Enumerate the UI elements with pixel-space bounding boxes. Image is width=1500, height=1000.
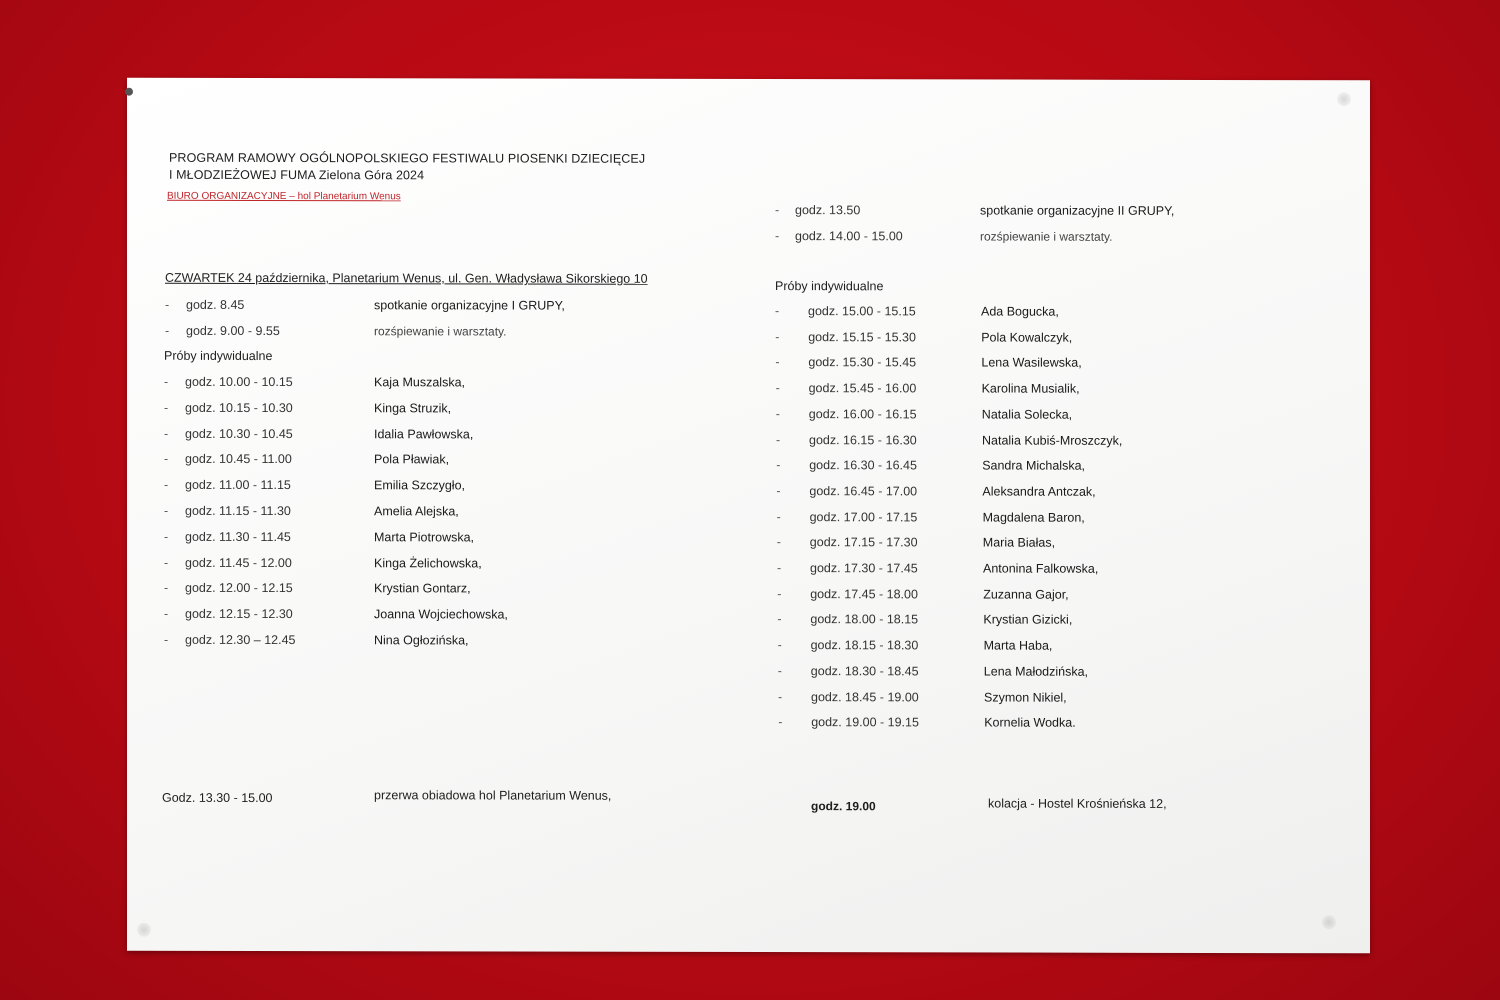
row-dash: - [165, 297, 170, 312]
performer-name: Lena Wasilewska, [981, 355, 1082, 371]
row-time: godz. 16.00 - 16.15 [808, 406, 917, 422]
row-time: godz. 14.00 - 15.00 [795, 228, 903, 243]
row-time: godz. 12.00 - 12.15 [185, 581, 293, 596]
row-dash: - [775, 355, 780, 370]
row-time: godz. 18.30 - 18.45 [810, 663, 919, 679]
row-time: godz. 17.15 - 17.30 [809, 535, 918, 550]
row-dash: - [775, 228, 780, 243]
performer-name: Ada Bogucka, [981, 304, 1059, 319]
row-dash: - [164, 452, 169, 467]
row-time: godz. 15.15 - 15.30 [808, 329, 916, 345]
performer-name: Emilia Szczygło, [374, 478, 465, 493]
row-dash: - [777, 586, 782, 601]
performer-name: Maria Białas, [982, 535, 1056, 550]
activity-text: rozśpiewanie i warsztaty. [374, 323, 507, 338]
performer-name: Aleksandra Antczak, [982, 484, 1096, 499]
row-dash: - [164, 632, 169, 647]
lunch-text: przerwa obiadowa hol Planetarium Wenus, [374, 788, 612, 803]
row-time: godz. 13.50 [795, 203, 861, 218]
activity-text: spotkanie organizacyjne I GRUPY, [374, 298, 565, 313]
performer-name: Lena Małodzińska, [983, 664, 1089, 679]
dinner-time: godz. 19.00 [811, 799, 876, 814]
performer-name: Antonina Falkowska, [983, 561, 1099, 576]
row-dash: - [775, 406, 780, 421]
performer-name: Zuzanna Gajor, [983, 587, 1069, 602]
row-time: godz. 10.30 - 10.45 [185, 426, 293, 441]
title-line-2: I MŁODZIEŻOWEJ FUMA Zielona Góra 2024 [169, 167, 425, 183]
activity-text: spotkanie organizacyjne II GRUPY, [980, 203, 1175, 218]
performer-name: Kaja Muszalska, [374, 375, 466, 390]
office-location: BIURO ORGANIZACYJNE – hol Planetarium Wenus [167, 190, 401, 203]
row-dash: - [777, 638, 782, 653]
row-time: godz. 19.00 - 19.15 [811, 715, 919, 730]
performer-name: Krystian Gizicki, [983, 612, 1073, 628]
performer-name: Kornelia Wodka. [984, 715, 1076, 730]
row-dash: - [164, 606, 169, 621]
row-time: godz. 11.30 - 11.45 [185, 529, 291, 544]
row-time: godz. 12.30 – 12.45 [185, 632, 296, 648]
performer-name: Natalia Solecka, [981, 407, 1073, 422]
row-time: godz. 16.30 - 16.45 [809, 458, 917, 473]
pin-hole [125, 88, 133, 96]
row-time: godz. 11.15 - 11.30 [185, 503, 291, 519]
pin-mark [1322, 915, 1336, 929]
row-time: godz. 8.45 [186, 297, 245, 312]
row-time: godz. 10.00 - 10.15 [185, 374, 293, 390]
row-dash: - [776, 535, 781, 550]
row-dash: - [164, 426, 169, 441]
row-time: godz. 12.15 - 12.30 [185, 607, 293, 622]
row-time: godz. 18.15 - 18.30 [810, 638, 919, 653]
performer-name: Karolina Musialik, [981, 381, 1080, 396]
row-dash: - [164, 477, 169, 492]
activity-text: rozśpiewanie i warsztaty. [980, 228, 1113, 244]
row-time: godz. 15.30 - 15.45 [808, 355, 917, 370]
row-time: godz. 18.45 - 19.00 [811, 689, 919, 704]
row-dash: - [776, 483, 781, 498]
performer-name: Sandra Michalska, [982, 458, 1086, 473]
performer-name: Krystian Gontarz, [374, 581, 471, 596]
row-time: godz. 16.15 - 16.30 [809, 432, 917, 447]
section-label: Próby indywidualne [775, 279, 884, 294]
performer-name: Marta Piotrowska, [374, 530, 475, 545]
row-dash: - [775, 203, 780, 218]
row-dash: - [775, 304, 780, 319]
performer-name: Marta Haba, [983, 638, 1053, 653]
performer-name: Kinga Żelichowska, [374, 555, 482, 571]
performer-name: Idalia Pawłowska, [374, 426, 474, 442]
document-title [169, 150, 645, 185]
lunch-time: Godz. 13.30 - 15.00 [162, 790, 273, 806]
row-time: godz. 17.30 - 17.45 [810, 561, 918, 576]
dinner-text: kolacja - Hostel Krośnieńska 12, [988, 796, 1167, 811]
row-dash: - [164, 555, 169, 570]
row-dash: - [165, 323, 170, 338]
performer-name: Natalia Kubiś-Mroszczyk, [982, 432, 1123, 448]
row-dash: - [776, 432, 781, 447]
performer-name: Nina Ogłozińska, [374, 633, 469, 648]
row-time: godz. 15.00 - 15.15 [808, 304, 916, 319]
row-dash: - [164, 400, 169, 415]
row-time: godz. 10.45 - 11.00 [185, 452, 292, 467]
row-time: godz. 17.00 - 17.15 [809, 509, 918, 524]
row-time: godz. 16.45 - 17.00 [809, 484, 918, 499]
performer-name: Kinga Struzik, [374, 401, 452, 416]
row-dash: - [164, 581, 169, 596]
row-time: godz. 11.45 - 12.00 [185, 555, 292, 570]
row-dash: - [777, 612, 782, 627]
row-time: godz. 11.00 - 11.15 [185, 478, 291, 493]
row-dash: - [777, 561, 782, 576]
section-label: Próby indywidualne [164, 348, 273, 364]
row-dash: - [777, 663, 782, 678]
performer-name: Magdalena Baron, [982, 510, 1085, 525]
row-dash: - [164, 529, 169, 544]
row-dash: - [164, 374, 169, 389]
row-time: godz. 17.45 - 18.00 [810, 586, 918, 602]
performer-name: Joanna Wojciechowska, [374, 607, 508, 622]
row-dash: - [775, 381, 780, 396]
row-dash: - [776, 509, 781, 524]
performer-name: Pola Pławiak, [374, 452, 450, 467]
row-time: godz. 15.45 - 16.00 [808, 381, 917, 396]
performer-name: Pola Kowalczyk, [981, 330, 1073, 345]
row-time: godz. 10.15 - 10.30 [185, 400, 293, 415]
row-dash: - [775, 329, 780, 344]
title-line-1: PROGRAM RAMOWY OGÓLNOPOLSKIEGO FESTIWALU PIOSENKI DZIECIĘCEJ [169, 150, 646, 166]
performer-name: Szymon Nikiel, [984, 689, 1067, 705]
row-dash: - [778, 715, 783, 730]
row-dash: - [776, 458, 781, 473]
pin-mark [1337, 92, 1351, 106]
schedule-sheet [127, 78, 1370, 954]
row-dash: - [164, 503, 169, 518]
day-heading: CZWARTEK 24 października, Planetarium Wenus, ul. Gen. Władysława Sikorskiego 10 [165, 270, 648, 286]
pin-mark [137, 923, 151, 937]
row-time: godz. 18.00 - 18.15 [810, 612, 919, 627]
row-time: godz. 9.00 - 9.55 [186, 323, 280, 338]
row-dash: - [778, 689, 783, 704]
performer-name: Amelia Alejska, [374, 504, 459, 519]
